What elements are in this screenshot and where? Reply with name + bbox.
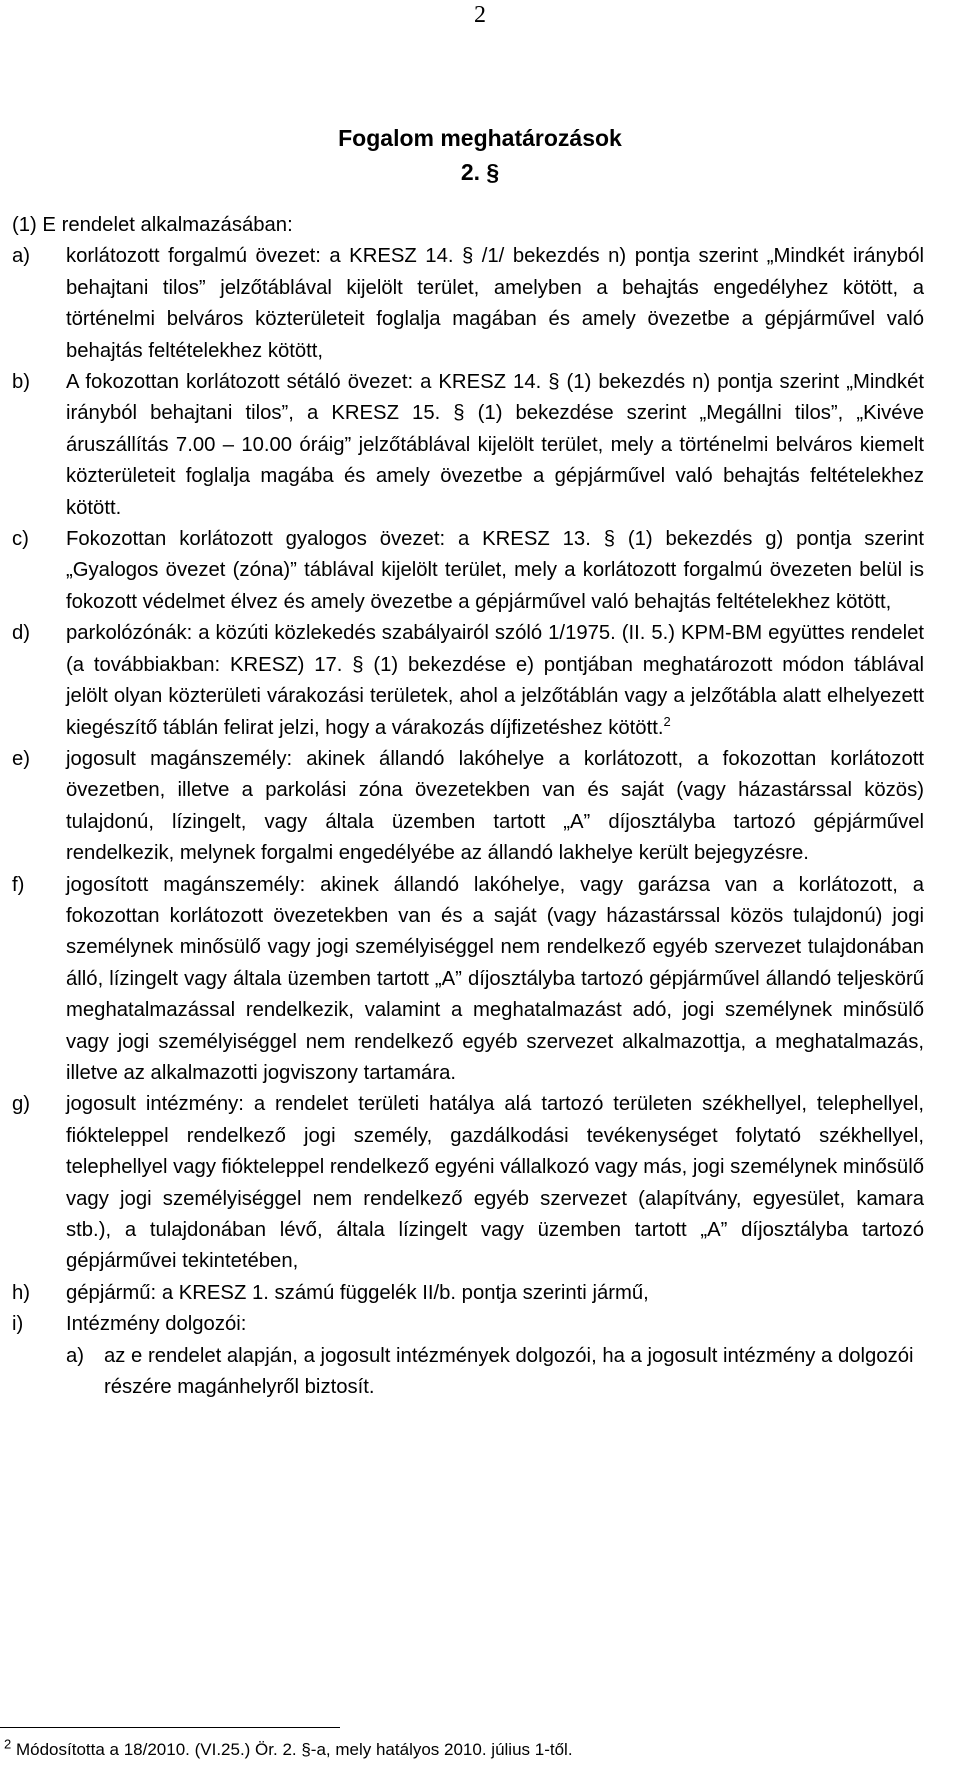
page-title: Fogalom meghatározások <box>338 125 622 151</box>
item-text: Intézmény dolgozói: <box>66 1313 247 1336</box>
footnote-separator <box>0 1727 340 1728</box>
sub-item-a <box>66 1341 924 1404</box>
footnote-marker: 2 <box>4 1736 12 1752</box>
item-label: h) <box>12 1281 31 1304</box>
definition-item-c <box>12 524 924 618</box>
intro-paragraph: (1) E rendelet alkalmazásában: <box>12 214 293 236</box>
item-label: a) <box>12 245 31 268</box>
definition-item-b <box>12 367 924 524</box>
definition-item-a <box>12 241 924 367</box>
item-label: c) <box>12 528 29 551</box>
item-text: gépjármű: a KRESZ 1. számú függelék II/b. pontja szerinti jármű, <box>66 1281 649 1304</box>
definition-item-i <box>12 1309 924 1340</box>
item-text: korlátozott forgalmú övezet: a KRESZ 14. § /1/ bekezdés n) pontja szerint „Mindkét irányból behajtani tilos” jelzőtáblával kijelölt terület, amelyben a behajtás engedélyhez kötött, a történelmi belváros közterületeit foglalja magában és amely övezetbe a gépjárművel való behajtás feltételekhez kötött, <box>66 245 924 362</box>
item-text: A fokozottan korlátozott sétáló övezet: a KRESZ 14. § (1) bekezdés n) pontja szerint „Mindkét irányból behajtani tilos”, a KRESZ 15. § (1) bekezdése szerint „Megállni tilos”, „Kivéve áruszállítás 7.00 – 10.00 óráig” jelzőtáblával kijelölt terület, mely a történelmi belváros kiemelt közterületeit foglalja magába és amely övezetbe a gépjárművel való behajtás feltételekhez kötött. <box>66 371 924 519</box>
item-text: jogosult intézmény: a rendelet területi hatálya alá tartozó területen székhellyel, telephellyel, fióktelеppel rendelkező jogi személy, gazdálkodási tevékenységet folytató székhellyel, telephellyel vagy fiókteleppel rendelkező egyéni vállalkozó vagy más, jogi személynek minősülő vagy jogi személyiséggel nem rendelkező egyéb szervezet (alapítvány, egyesület, kamara stb.), a tulajdonában lévő, általa lízingelt vagy üzemben tartott „A” díjosztályba tartozó gépjárművei tekintetében, <box>66 1093 924 1273</box>
item-text: jogosított magánszemély: akinek állandó lakóhelye, vagy garázsa van a korlátozott, a fokozottan korlátozott övezetekben van és a saját (vagy házastárssal közös tulajdonú) jogi személynek minősülő vagy jogi személyiséggel nem rendelkező egyéb szervezet tulajdonában álló, lízingelt vagy általa üzemben tartott „A” díjosztályba tartozó gépjárművel állandó teljeskörű meghatalmazással rendelkezik, valamint a meghatalmazást adó, jogi személynek minősülő vagy jogi személyiséggel nem rendelkező egyéb szervezet alkalmazottja, a meghatalmazás, illetve az alkalmazotti jogviszony tartamára. <box>66 873 924 1084</box>
definition-item-d <box>12 618 924 744</box>
item-label: e) <box>12 747 31 770</box>
sub-item-text: az e rendelet alapján, a jogosult intézmények dolgozói, ha a jogosult intézmény a dolgozói részére magánhelyről biztosít. <box>104 1344 914 1399</box>
definition-item-e <box>12 744 924 870</box>
definition-item-f <box>12 870 924 1090</box>
item-label: f) <box>12 873 25 896</box>
sub-item-label: a) <box>66 1344 85 1367</box>
item-text: jogosult magánszemély: akinek állandó lakóhelye a korlátozott, a fokozottan korlátozott övezetben, illetve a parkolási zóna övezetekben van és saját (vagy házastárssal közös) tulajdonú, lízingelt, vagy általa üzemben tartott „A” díjosztályba tartozó gépjárművel rendelkezik, melynek forgalmi engedélyébe az állandó lakhelye került bejegyzésre. <box>66 747 924 865</box>
item-label: g) <box>12 1093 31 1116</box>
item-label: d) <box>12 622 31 645</box>
footnote-reference[interactable]: 2 <box>663 713 671 729</box>
item-label: i) <box>12 1313 24 1336</box>
footnote-text: Módosította a 18/2010. (VI.25.) Ör. 2. §-a, mely hatályos 2010. július 1-től. <box>15 1740 573 1759</box>
page-number: 2 <box>474 2 486 28</box>
definitions-body <box>12 210 924 1403</box>
definition-item-h <box>12 1278 924 1309</box>
item-text: Fokozottan korlátozott gyalogos övezet: a KRESZ 13. § (1) bekezdés g) pontja szerint „Gyalogos övezet (zóna)” táblával kijelölt terület, mely a korlátozott forgalmú övezeten belül is fokozott védelmet élvez és amely övezetbe a gépjárművel való behajtás feltételekhez kötött, <box>66 528 924 613</box>
definition-item-g <box>12 1089 924 1277</box>
item-text: parkolózónák: a közúti közlekedés szabályairól szóló 1/1975. (II. 5.) KPM-BM együttes rendelet (a továbbiakban: KRESZ) 17. § (1) bekezdése e) pontjában meghatározott módon táblával jelölt olyan közterületi várakozási területek, ahol a jelzőtáblán vagy a jelzőtábla alatt elhelyezett kiegészítő táblán felirat jelzi, hogy a várakozás díjfizetéshez kötött. <box>66 622 924 739</box>
item-label: b) <box>12 371 31 394</box>
footnote <box>4 1736 924 1761</box>
section-number: 2. § <box>460 159 500 185</box>
